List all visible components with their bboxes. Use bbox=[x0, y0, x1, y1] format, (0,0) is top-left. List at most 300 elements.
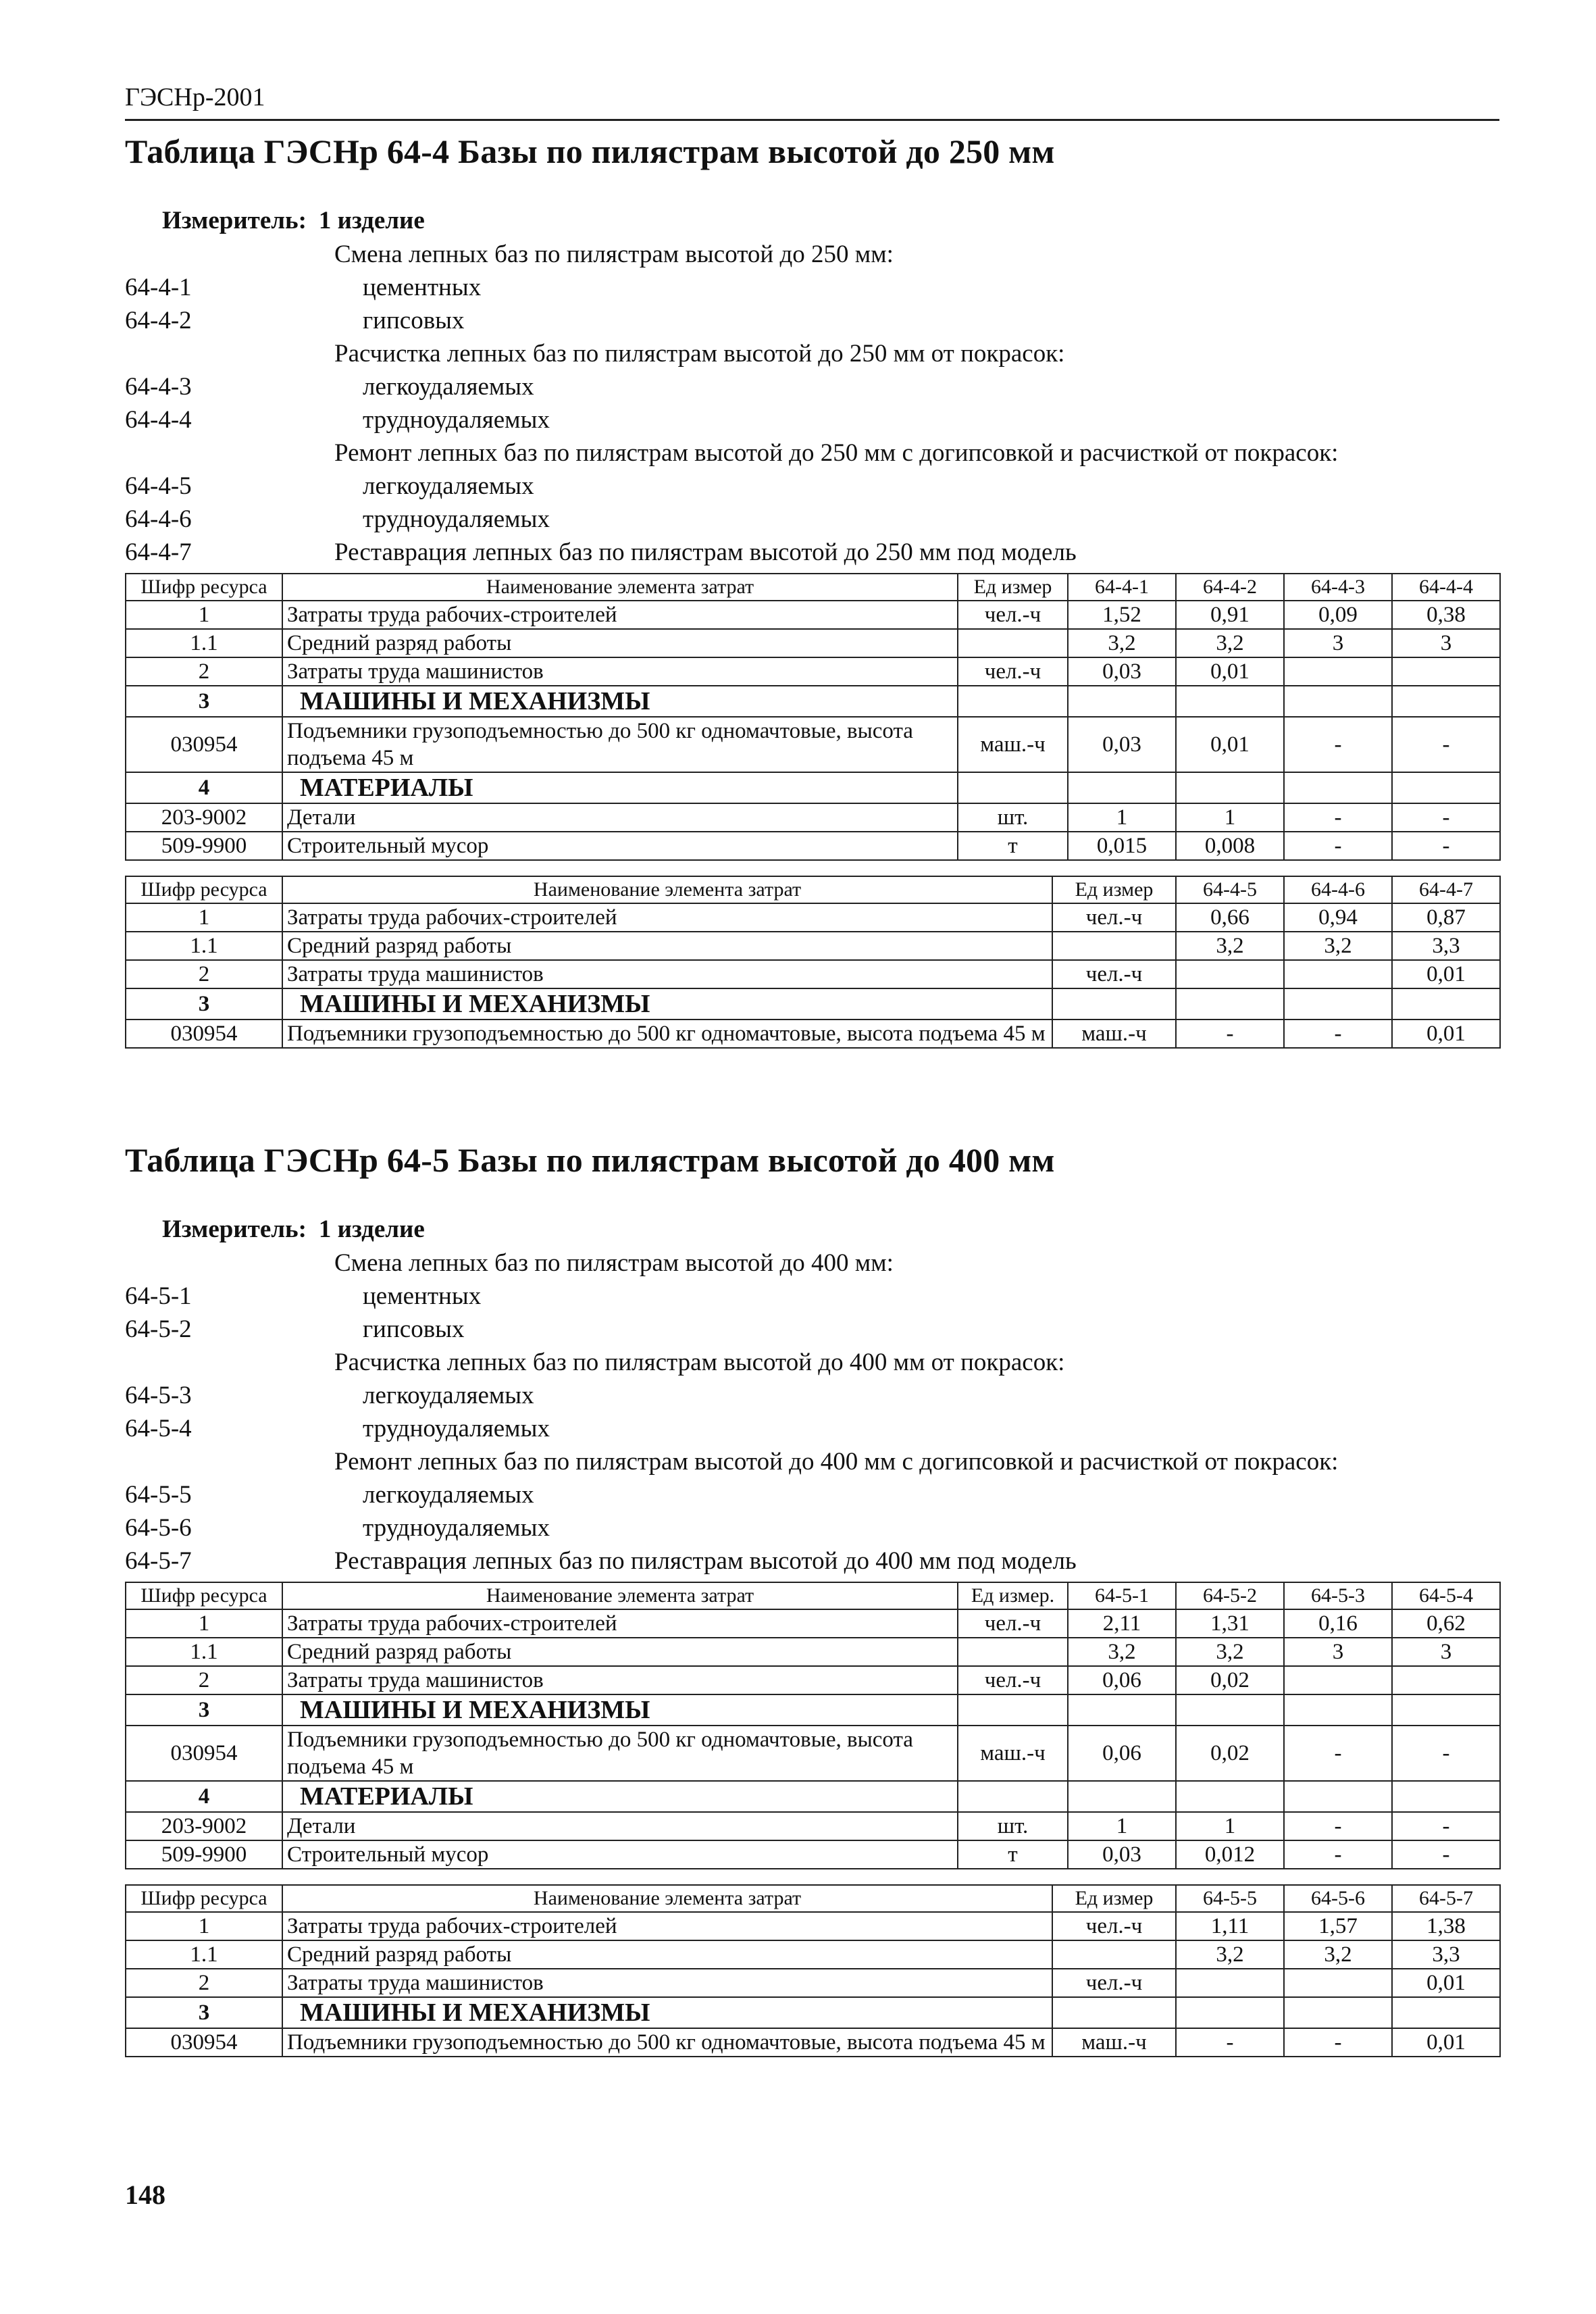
work-item bbox=[125, 1511, 1499, 1544]
resource-table bbox=[125, 1582, 1501, 1869]
cost-element-name-cell: Подъемники грузоподъемностью до 500 кг одномачтовые, высота подъема 45 м bbox=[282, 717, 958, 772]
norm-value-cell: 0,01 bbox=[1392, 960, 1500, 988]
work-items-list bbox=[125, 1247, 1499, 1578]
meter-line bbox=[162, 1215, 1499, 1244]
work-item bbox=[125, 271, 1499, 304]
unit-cell: маш.-ч bbox=[958, 1726, 1068, 1781]
section-title: Таблица ГЭСНр 64-5 Базы по пилястрам высотой до 400 мм bbox=[125, 1141, 1055, 1179]
table-row bbox=[126, 803, 1500, 832]
work-item-text: Смена лепных баз по пилястрам высотой до 400 мм: bbox=[334, 1249, 894, 1277]
unit-cell: чел.-ч bbox=[1052, 903, 1176, 932]
unit-cell: шт. bbox=[958, 1812, 1068, 1840]
resource-code-cell: 1.1 bbox=[126, 629, 282, 657]
work-item-code bbox=[125, 337, 334, 370]
cost-element-name-cell: Затраты труда машинистов bbox=[282, 960, 1052, 988]
cost-element-name-cell: МАШИНЫ И МЕХАНИЗМЫ bbox=[282, 988, 1052, 1020]
work-item bbox=[125, 1280, 1499, 1313]
column-header: Наименование элемента затрат bbox=[282, 1885, 1052, 1912]
cost-element-name-cell: Средний разряд работы bbox=[282, 1940, 1052, 1969]
unit-cell: чел.-ч bbox=[1052, 1969, 1176, 1997]
norm-value-cell bbox=[1392, 1666, 1500, 1694]
norm-value-cell: - bbox=[1284, 1020, 1392, 1048]
norm-value-cell bbox=[1284, 1694, 1392, 1726]
norm-value-cell: 3,3 bbox=[1392, 932, 1500, 960]
norm-value-cell bbox=[1068, 1781, 1176, 1812]
unit-cell bbox=[1052, 988, 1176, 1020]
unit-cell: т bbox=[958, 1840, 1068, 1869]
work-item bbox=[125, 1445, 1499, 1478]
table-row bbox=[126, 1609, 1500, 1638]
norm-value-cell bbox=[1176, 772, 1284, 803]
work-item-code: 64-5-7 bbox=[125, 1547, 192, 1575]
resource-code-cell: 1 bbox=[126, 1912, 282, 1940]
work-item-code bbox=[125, 1346, 334, 1379]
norm-table-section bbox=[125, 132, 1499, 1049]
norm-value-cell bbox=[1284, 1781, 1392, 1812]
work-items-list bbox=[125, 238, 1499, 569]
work-item-code: 64-4-3 bbox=[125, 373, 192, 401]
resource-code-cell: 1 bbox=[126, 601, 282, 629]
section-title: Таблица ГЭСНр 64-4 Базы по пилястрам высотой до 250 мм bbox=[125, 132, 1055, 170]
norm-value-cell: 1 bbox=[1068, 803, 1176, 832]
work-item-code: 64-4-7 bbox=[125, 538, 192, 566]
work-item-text: гипсовых bbox=[363, 307, 465, 334]
work-item-code bbox=[125, 1247, 334, 1280]
table-row bbox=[126, 832, 1500, 860]
work-item bbox=[125, 1544, 1499, 1578]
norm-value-cell: - bbox=[1284, 717, 1392, 772]
norm-value-cell bbox=[1284, 1666, 1392, 1694]
table-row bbox=[126, 1694, 1500, 1726]
column-header: 64-4-3 bbox=[1284, 574, 1392, 601]
table-row bbox=[126, 601, 1500, 629]
resource-table bbox=[125, 1884, 1501, 2057]
column-header: 64-5-6 bbox=[1284, 1885, 1392, 1912]
resource-table bbox=[125, 876, 1501, 1049]
unit-cell: чел.-ч bbox=[1052, 960, 1176, 988]
unit-cell bbox=[1052, 1997, 1176, 2028]
norm-value-cell bbox=[1284, 686, 1392, 717]
unit-cell bbox=[958, 686, 1068, 717]
norm-value-cell: 3,2 bbox=[1284, 1940, 1392, 1969]
table-row bbox=[126, 1969, 1500, 1997]
norm-value-cell: 3,2 bbox=[1176, 932, 1284, 960]
work-item-text: трудноудаляемых bbox=[363, 1415, 550, 1442]
work-item-text: Расчистка лепных баз по пилястрам высотой до 400 мм от покрасок: bbox=[334, 1349, 1065, 1376]
cost-element-name-cell: Подъемники грузоподъемностью до 500 кг одномачтовые, высота подъема 45 м bbox=[282, 1020, 1052, 1048]
column-header: 64-5-1 bbox=[1068, 1582, 1176, 1609]
work-item-text: легкоудаляемых bbox=[363, 1382, 534, 1409]
column-header: Ед измер. bbox=[958, 1582, 1068, 1609]
norm-value-cell: - bbox=[1392, 1726, 1500, 1781]
header-divider bbox=[125, 119, 1499, 121]
norm-value-cell: - bbox=[1284, 2028, 1392, 2057]
work-item-code: 64-5-3 bbox=[125, 1382, 192, 1409]
work-item-text: легкоудаляемых bbox=[363, 472, 534, 500]
norm-value-cell bbox=[1392, 1997, 1500, 2028]
norm-value-cell: 1 bbox=[1068, 1812, 1176, 1840]
work-item bbox=[125, 337, 1499, 370]
cost-element-name-cell: Подъемники грузоподъемностью до 500 кг одномачтовые, высота подъема 45 м bbox=[282, 2028, 1052, 2057]
work-item bbox=[125, 1313, 1499, 1346]
column-header: Наименование элемента затрат bbox=[282, 876, 1052, 903]
norm-value-cell: 3,2 bbox=[1068, 1638, 1176, 1666]
norm-value-cell bbox=[1176, 1694, 1284, 1726]
norm-value-cell: 0,02 bbox=[1176, 1666, 1284, 1694]
work-item bbox=[125, 238, 1499, 271]
column-header: Ед измер bbox=[958, 574, 1068, 601]
column-header: Наименование элемента затрат bbox=[282, 574, 958, 601]
norm-value-cell: 0,09 bbox=[1284, 601, 1392, 629]
work-item bbox=[125, 1379, 1499, 1412]
column-header: Шифр ресурса bbox=[126, 574, 282, 601]
work-item-code: 64-4-2 bbox=[125, 307, 192, 334]
table-header-row bbox=[126, 876, 1500, 903]
table-row bbox=[126, 1666, 1500, 1694]
cost-element-name-cell: Затраты труда рабочих-строителей bbox=[282, 1912, 1052, 1940]
cost-element-name-cell: МАШИНЫ И МЕХАНИЗМЫ bbox=[282, 686, 958, 717]
cost-element-name-cell: Затраты труда машинистов bbox=[282, 657, 958, 686]
cost-element-name-cell: Средний разряд работы bbox=[282, 1638, 958, 1666]
norm-value-cell: 3,2 bbox=[1176, 1940, 1284, 1969]
work-item-text: легкоудаляемых bbox=[363, 373, 534, 401]
table-row bbox=[126, 717, 1500, 772]
resource-code-cell: 1.1 bbox=[126, 932, 282, 960]
work-item-text: трудноудаляемых bbox=[363, 1514, 550, 1542]
unit-cell bbox=[958, 1638, 1068, 1666]
norm-value-cell: 0,16 bbox=[1284, 1609, 1392, 1638]
meter-value: 1 изделие bbox=[318, 207, 425, 234]
work-item-code bbox=[125, 238, 334, 271]
work-item-code: 64-5-4 bbox=[125, 1415, 192, 1442]
work-item-text: цементных bbox=[363, 1282, 482, 1310]
column-header: Шифр ресурса bbox=[126, 1582, 282, 1609]
unit-cell bbox=[958, 629, 1068, 657]
work-item-text: цементных bbox=[363, 274, 482, 301]
resource-code-cell: 4 bbox=[126, 772, 282, 803]
resource-code-cell: 203-9002 bbox=[126, 1812, 282, 1840]
work-item bbox=[125, 370, 1499, 403]
cost-element-name-cell: МАТЕРИАЛЫ bbox=[282, 772, 958, 803]
work-item-code: 64-4-1 bbox=[125, 274, 192, 301]
norm-value-cell: 0,01 bbox=[1176, 717, 1284, 772]
table-row bbox=[126, 1781, 1500, 1812]
unit-cell: маш.-ч bbox=[1052, 2028, 1176, 2057]
table-header-row bbox=[126, 574, 1500, 601]
norm-value-cell bbox=[1068, 772, 1176, 803]
resource-code-cell: 3 bbox=[126, 1694, 282, 1726]
table-row bbox=[126, 629, 1500, 657]
unit-cell bbox=[958, 1694, 1068, 1726]
norm-value-cell: 0,87 bbox=[1392, 903, 1500, 932]
norm-value-cell: - bbox=[1392, 717, 1500, 772]
norm-value-cell: 0,01 bbox=[1392, 2028, 1500, 2057]
table-row bbox=[126, 960, 1500, 988]
unit-cell bbox=[958, 772, 1068, 803]
cost-element-name-cell: Средний разряд работы bbox=[282, 932, 1052, 960]
column-header: 64-4-7 bbox=[1392, 876, 1500, 903]
norm-value-cell bbox=[1392, 988, 1500, 1020]
norm-value-cell bbox=[1392, 657, 1500, 686]
work-item-code: 64-4-4 bbox=[125, 406, 192, 434]
column-header: 64-5-2 bbox=[1176, 1582, 1284, 1609]
table-row bbox=[126, 2028, 1500, 2057]
resource-code-cell: 3 bbox=[126, 1997, 282, 2028]
work-item-text: легкоудаляемых bbox=[363, 1481, 534, 1509]
norm-value-cell bbox=[1284, 1997, 1392, 2028]
work-item-code bbox=[125, 436, 334, 470]
norm-value-cell: 0,66 bbox=[1176, 903, 1284, 932]
unit-cell: чел.-ч bbox=[958, 1609, 1068, 1638]
cost-element-name-cell: Затраты труда рабочих-строителей bbox=[282, 601, 958, 629]
work-item-code: 64-5-5 bbox=[125, 1481, 192, 1509]
work-item-code: 64-4-5 bbox=[125, 472, 192, 500]
work-item bbox=[125, 436, 1499, 470]
work-item-text: трудноудаляемых bbox=[363, 406, 550, 434]
meter-label: Измеритель: bbox=[162, 1215, 307, 1243]
work-item-text: Расчистка лепных баз по пилястрам высотой до 250 мм от покрасок: bbox=[334, 340, 1065, 368]
unit-cell bbox=[1052, 1940, 1176, 1969]
column-header: 64-5-7 bbox=[1392, 1885, 1500, 1912]
work-item-text: Реставрация лепных баз по пилястрам высотой до 400 мм под модель bbox=[334, 1547, 1077, 1575]
unit-cell: маш.-ч bbox=[1052, 1020, 1176, 1048]
resource-code-cell: 1 bbox=[126, 1609, 282, 1638]
norm-value-cell: 0,62 bbox=[1392, 1609, 1500, 1638]
norm-value-cell: 0,02 bbox=[1176, 1726, 1284, 1781]
norm-value-cell: 2,11 bbox=[1068, 1609, 1176, 1638]
meter-label: Измеритель: bbox=[162, 207, 307, 234]
resource-code-cell: 1.1 bbox=[126, 1638, 282, 1666]
norm-value-cell: 3,2 bbox=[1284, 932, 1392, 960]
norm-value-cell bbox=[1176, 960, 1284, 988]
work-item-text: Ремонт лепных баз по пилястрам высотой до 250 мм с догипсовкой и расчисткой от покрасок: bbox=[334, 439, 1339, 467]
work-item-code: 64-5-6 bbox=[125, 1514, 192, 1542]
work-item-text: Смена лепных баз по пилястрам высотой до 250 мм: bbox=[334, 241, 894, 268]
column-header: 64-4-5 bbox=[1176, 876, 1284, 903]
resource-code-cell: 1 bbox=[126, 903, 282, 932]
norm-value-cell bbox=[1284, 772, 1392, 803]
column-header: 64-4-4 bbox=[1392, 574, 1500, 601]
norm-value-cell: 0,012 bbox=[1176, 1840, 1284, 1869]
table-row bbox=[126, 932, 1500, 960]
norm-value-cell: 3,3 bbox=[1392, 1940, 1500, 1969]
column-header: 64-4-6 bbox=[1284, 876, 1392, 903]
norm-value-cell: 3 bbox=[1284, 629, 1392, 657]
unit-cell: чел.-ч bbox=[958, 1666, 1068, 1694]
table-row bbox=[126, 1840, 1500, 1869]
table-row bbox=[126, 657, 1500, 686]
table-row bbox=[126, 1726, 1500, 1781]
work-item bbox=[125, 470, 1499, 503]
norm-value-cell: 1,31 bbox=[1176, 1609, 1284, 1638]
column-header: Шифр ресурса bbox=[126, 876, 282, 903]
norm-value-cell: 0,38 bbox=[1392, 601, 1500, 629]
unit-cell: шт. bbox=[958, 803, 1068, 832]
cost-element-name-cell: Затраты труда машинистов bbox=[282, 1969, 1052, 1997]
table-row bbox=[126, 1997, 1500, 2028]
norm-value-cell: 3,2 bbox=[1068, 629, 1176, 657]
meter-line bbox=[162, 206, 1499, 235]
unit-cell bbox=[1052, 932, 1176, 960]
norm-value-cell: 0,91 bbox=[1176, 601, 1284, 629]
norm-value-cell: 0,03 bbox=[1068, 1840, 1176, 1869]
table-row bbox=[126, 1020, 1500, 1048]
norm-value-cell: 0,015 bbox=[1068, 832, 1176, 860]
document-header: ГЭСНр-2001 bbox=[125, 83, 265, 111]
column-header: 64-5-5 bbox=[1176, 1885, 1284, 1912]
norm-value-cell bbox=[1284, 657, 1392, 686]
norm-table-section bbox=[125, 1140, 1499, 2057]
cost-element-name-cell: Строительный мусор bbox=[282, 832, 958, 860]
norm-value-cell: 0,03 bbox=[1068, 717, 1176, 772]
norm-value-cell: - bbox=[1392, 803, 1500, 832]
norm-value-cell: - bbox=[1284, 1812, 1392, 1840]
cost-element-name-cell: МАШИНЫ И МЕХАНИЗМЫ bbox=[282, 1997, 1052, 2028]
column-header: Ед измер bbox=[1052, 1885, 1176, 1912]
cost-element-name-cell: Строительный мусор bbox=[282, 1840, 958, 1869]
table-row bbox=[126, 1638, 1500, 1666]
norm-value-cell: - bbox=[1392, 1840, 1500, 1869]
norm-value-cell bbox=[1284, 960, 1392, 988]
table-row bbox=[126, 1912, 1500, 1940]
work-item-text: гипсовых bbox=[363, 1315, 465, 1343]
resource-code-cell: 509-9900 bbox=[126, 1840, 282, 1869]
table-row bbox=[126, 988, 1500, 1020]
column-header: 64-5-3 bbox=[1284, 1582, 1392, 1609]
norm-value-cell: 0,01 bbox=[1392, 1020, 1500, 1048]
norm-value-cell: 3,2 bbox=[1176, 1638, 1284, 1666]
norm-value-cell: - bbox=[1284, 1840, 1392, 1869]
cost-element-name-cell: Затраты труда рабочих-строителей bbox=[282, 903, 1052, 932]
cost-element-name-cell: Детали bbox=[282, 1812, 958, 1840]
unit-cell: маш.-ч bbox=[958, 717, 1068, 772]
norm-value-cell: 3,2 bbox=[1176, 629, 1284, 657]
norm-value-cell: - bbox=[1284, 832, 1392, 860]
resource-table bbox=[125, 573, 1501, 861]
norm-value-cell bbox=[1284, 1969, 1392, 1997]
cost-element-name-cell: МАШИНЫ И МЕХАНИЗМЫ bbox=[282, 1694, 958, 1726]
column-header: 64-5-4 bbox=[1392, 1582, 1500, 1609]
work-item-text: трудноудаляемых bbox=[363, 505, 550, 533]
norm-value-cell bbox=[1392, 772, 1500, 803]
unit-cell: чел.-ч bbox=[1052, 1912, 1176, 1940]
norm-value-cell: - bbox=[1176, 1020, 1284, 1048]
cost-element-name-cell: Затраты труда рабочих-строителей bbox=[282, 1609, 958, 1638]
resource-code-cell: 2 bbox=[126, 960, 282, 988]
norm-value-cell bbox=[1284, 988, 1392, 1020]
resource-code-cell: 030954 bbox=[126, 717, 282, 772]
cost-element-name-cell: Детали bbox=[282, 803, 958, 832]
resource-code-cell: 1.1 bbox=[126, 1940, 282, 1969]
column-header: Ед измер bbox=[1052, 876, 1176, 903]
work-item bbox=[125, 403, 1499, 436]
unit-cell bbox=[958, 1781, 1068, 1812]
resource-code-cell: 4 bbox=[126, 1781, 282, 1812]
resource-code-cell: 030954 bbox=[126, 1726, 282, 1781]
norm-value-cell bbox=[1176, 988, 1284, 1020]
work-item bbox=[125, 536, 1499, 569]
norm-value-cell bbox=[1176, 1997, 1284, 2028]
resource-code-cell: 030954 bbox=[126, 2028, 282, 2057]
norm-value-cell: 0,008 bbox=[1176, 832, 1284, 860]
norm-value-cell: - bbox=[1392, 1812, 1500, 1840]
norm-value-cell bbox=[1392, 686, 1500, 717]
cost-element-name-cell: Подъемники грузоподъемностью до 500 кг одномачтовые, высота подъема 45 м bbox=[282, 1726, 958, 1781]
work-item bbox=[125, 503, 1499, 536]
norm-value-cell: 3 bbox=[1392, 629, 1500, 657]
cost-element-name-cell: Затраты труда машинистов bbox=[282, 1666, 958, 1694]
table-row bbox=[126, 772, 1500, 803]
work-item bbox=[125, 304, 1499, 337]
work-item bbox=[125, 1478, 1499, 1511]
unit-cell: т bbox=[958, 832, 1068, 860]
norm-value-cell: 1,38 bbox=[1392, 1912, 1500, 1940]
column-header: Шифр ресурса bbox=[126, 1885, 282, 1912]
work-item-code: 64-5-1 bbox=[125, 1282, 192, 1310]
norm-value-cell: - bbox=[1284, 803, 1392, 832]
work-item-text: Ремонт лепных баз по пилястрам высотой до 400 мм с догипсовкой и расчисткой от покрасок: bbox=[334, 1448, 1339, 1476]
norm-value-cell: - bbox=[1392, 832, 1500, 860]
resource-code-cell: 3 bbox=[126, 988, 282, 1020]
norm-value-cell: 3 bbox=[1392, 1638, 1500, 1666]
work-item bbox=[125, 1247, 1499, 1280]
norm-value-cell: 1 bbox=[1176, 1812, 1284, 1840]
resource-code-cell: 030954 bbox=[126, 1020, 282, 1048]
norm-value-cell: 0,01 bbox=[1176, 657, 1284, 686]
table-row bbox=[126, 1812, 1500, 1840]
work-item-code bbox=[125, 1445, 334, 1478]
norm-value-cell: 0,06 bbox=[1068, 1666, 1176, 1694]
norm-value-cell bbox=[1176, 686, 1284, 717]
table-row bbox=[126, 903, 1500, 932]
table-row bbox=[126, 1940, 1500, 1969]
norm-value-cell: 1 bbox=[1176, 803, 1284, 832]
norm-value-cell bbox=[1068, 1694, 1176, 1726]
column-header: Наименование элемента затрат bbox=[282, 1582, 958, 1609]
resource-code-cell: 2 bbox=[126, 657, 282, 686]
norm-value-cell: 1,11 bbox=[1176, 1912, 1284, 1940]
column-header: 64-4-1 bbox=[1068, 574, 1176, 601]
cost-element-name-cell: Средний разряд работы bbox=[282, 629, 958, 657]
norm-value-cell: - bbox=[1176, 2028, 1284, 2057]
unit-cell: чел.-ч bbox=[958, 601, 1068, 629]
norm-value-cell bbox=[1392, 1781, 1500, 1812]
work-item-code: 64-4-6 bbox=[125, 505, 192, 533]
resource-code-cell: 509-9900 bbox=[126, 832, 282, 860]
norm-value-cell: 0,94 bbox=[1284, 903, 1392, 932]
table-row bbox=[126, 686, 1500, 717]
table-header-row bbox=[126, 1885, 1500, 1912]
page-number: 148 bbox=[125, 2180, 165, 2210]
norm-value-cell: - bbox=[1284, 1726, 1392, 1781]
norm-value-cell: 0,06 bbox=[1068, 1726, 1176, 1781]
norm-value-cell bbox=[1176, 1969, 1284, 1997]
norm-value-cell: 0,01 bbox=[1392, 1969, 1500, 1997]
norm-value-cell: 1,57 bbox=[1284, 1912, 1392, 1940]
norm-value-cell: 3 bbox=[1284, 1638, 1392, 1666]
column-header: 64-4-2 bbox=[1176, 574, 1284, 601]
resource-code-cell: 203-9002 bbox=[126, 803, 282, 832]
norm-value-cell bbox=[1392, 1694, 1500, 1726]
work-item bbox=[125, 1412, 1499, 1445]
work-item-code: 64-5-2 bbox=[125, 1315, 192, 1343]
unit-cell: чел.-ч bbox=[958, 657, 1068, 686]
norm-value-cell: 0,03 bbox=[1068, 657, 1176, 686]
work-item-text: Реставрация лепных баз по пилястрам высотой до 250 мм под модель bbox=[334, 538, 1077, 566]
norm-value-cell: 1,52 bbox=[1068, 601, 1176, 629]
resource-code-cell: 3 bbox=[126, 686, 282, 717]
cost-element-name-cell: МАТЕРИАЛЫ bbox=[282, 1781, 958, 1812]
